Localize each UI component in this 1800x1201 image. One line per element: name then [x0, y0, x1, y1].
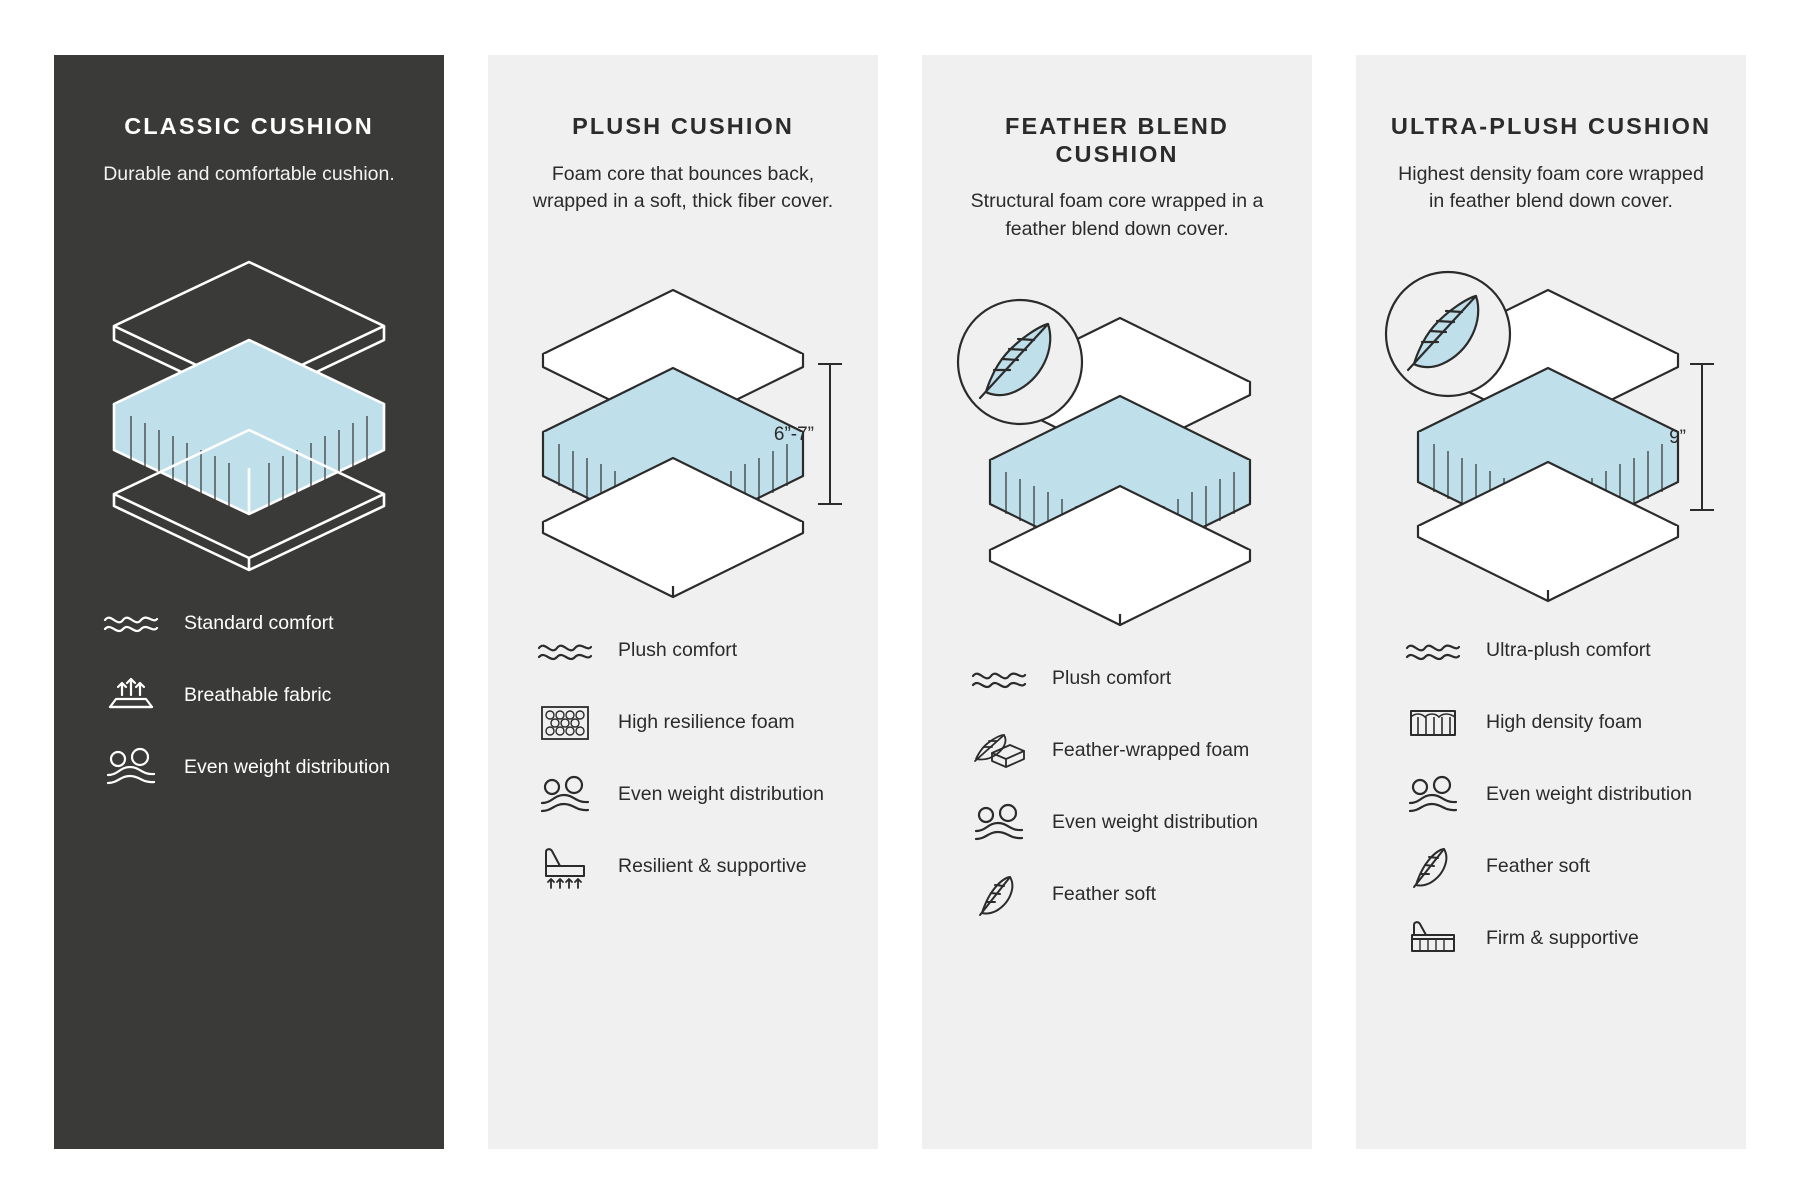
card-classic-cushion — [54, 55, 444, 1149]
feature-list — [88, 600, 410, 790]
cushion-illustration-plush — [522, 252, 844, 592]
feature-item — [534, 844, 844, 890]
card-title: PLUSH CUSHION — [572, 113, 794, 139]
feature-item — [968, 728, 1278, 774]
feature-label: Breathable fabric — [184, 683, 332, 706]
even-weight-icon — [100, 744, 162, 790]
feature-item — [100, 600, 410, 646]
even-weight-icon — [534, 772, 596, 818]
dimension-bracket — [818, 364, 842, 504]
feature-item — [968, 872, 1278, 918]
feature-label: Even weight distribution — [184, 755, 390, 778]
feature-item — [1402, 844, 1712, 890]
dimension-label: 6”-7” — [773, 424, 814, 446]
card-title: FEATHER BLEND CUSHION — [1005, 113, 1229, 167]
feature-label: High density foam — [1486, 711, 1643, 734]
feature-list — [1390, 628, 1712, 962]
supportive-seat-icon — [534, 844, 596, 890]
feature-item — [1402, 772, 1712, 818]
cushion-illustration-ultra-plush — [1390, 252, 1712, 592]
feather-wrapped-foam-icon — [968, 728, 1030, 774]
feather-icon — [968, 872, 1030, 918]
cushion-illustration-classic — [88, 224, 410, 564]
dimension-bracket — [1690, 364, 1714, 510]
feature-list — [522, 628, 844, 890]
feature-label: Even weight distribution — [1052, 811, 1258, 834]
card-description: Highest density foam core wrapped in feather blend down cover. — [1398, 162, 1704, 213]
feature-item — [534, 628, 844, 674]
feature-item — [100, 672, 410, 718]
card-ultra-plush-cushion — [1356, 55, 1746, 1149]
feature-label: Even weight distribution — [1486, 783, 1692, 806]
breathable-fabric-icon — [100, 672, 162, 718]
wave-icon — [100, 600, 162, 646]
feature-item — [100, 744, 410, 790]
even-weight-icon — [968, 800, 1030, 846]
card-plush-cushion — [488, 55, 878, 1149]
feature-label: Plush comfort — [1052, 667, 1172, 690]
high-density-foam-icon — [1402, 700, 1464, 746]
firm-supportive-icon — [1402, 916, 1464, 962]
feature-item — [1402, 700, 1712, 746]
feature-label: Feather-wrapped foam — [1052, 739, 1250, 762]
feature-item — [968, 656, 1278, 702]
cushion-illustration-feather-blend — [956, 280, 1278, 620]
feature-label: High resilience foam — [618, 711, 795, 734]
wave-icon — [534, 628, 596, 674]
feature-item — [534, 700, 844, 746]
card-description: Durable and comfortable cushion. — [103, 162, 395, 185]
feature-label: Plush comfort — [618, 639, 738, 662]
feature-label: Standard comfort — [184, 611, 334, 634]
feature-item — [1402, 628, 1712, 674]
card-description: Foam core that bounces back, wrapped in a soft, thick fiber cover. — [532, 162, 834, 213]
feature-label: Feather soft — [1486, 855, 1591, 878]
feature-label: Resilient & supportive — [618, 855, 807, 878]
card-title: ULTRA-PLUSH CUSHION — [1390, 113, 1712, 139]
feature-item — [968, 800, 1278, 846]
foam-core-layer — [114, 340, 384, 514]
honeycomb-foam-icon — [534, 700, 596, 746]
wave-icon — [1402, 628, 1464, 674]
card-row — [54, 0, 1746, 1149]
card-title: CLASSIC CUSHION — [124, 113, 374, 139]
feather-badge — [958, 300, 1082, 424]
feature-list — [956, 656, 1278, 918]
feature-label: Even weight distribution — [618, 783, 824, 806]
feature-label: Feather soft — [1052, 883, 1157, 906]
feature-label: Firm & supportive — [1486, 927, 1639, 950]
card-feather-blend-cushion — [922, 55, 1312, 1149]
feature-label: Ultra-plush comfort — [1486, 639, 1651, 662]
wave-icon — [968, 656, 1030, 702]
card-description: Structural foam core wrapped in a feather blend down cover. — [970, 190, 1264, 241]
even-weight-icon — [1402, 772, 1464, 818]
feature-item — [1402, 916, 1712, 962]
feather-icon — [1402, 844, 1464, 890]
feather-badge — [1386, 272, 1510, 396]
feature-item — [534, 772, 844, 818]
dimension-label: 9” — [1669, 427, 1686, 449]
